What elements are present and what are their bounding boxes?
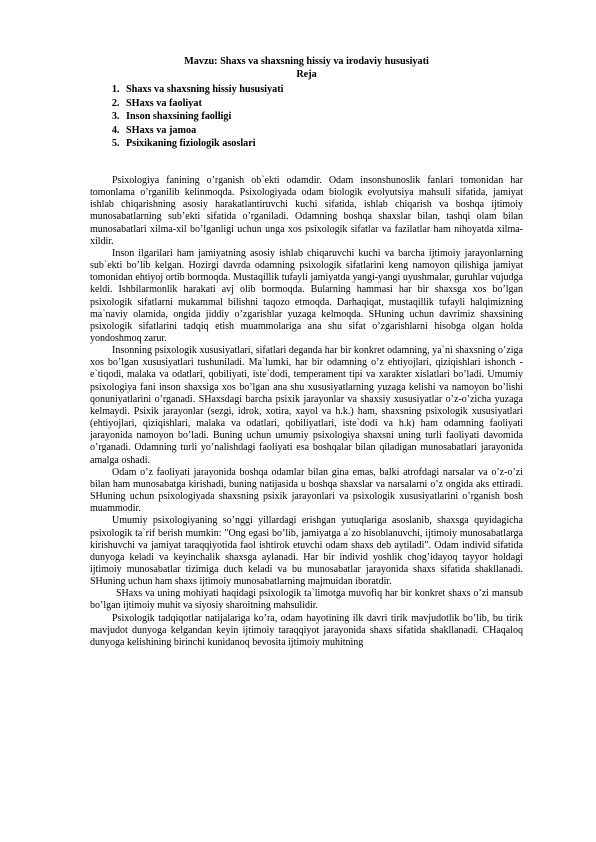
paragraph: Umumiy psixologiyaning so’nggi yillardagi erishgan yutuqlariga asoslanib, shaxsga quyidagicha psixologik ta`rif berish mumkin: "Ong egasi bo’lib, jamiyatga a`zo hisoblanuvchi, ijtimoiy munosabatlarga kirishuvchi va jamiyat taraqqiyotida faol ishtirok etuvchi odam shaxs deb aytiladi". Odam individ sifatida dunyoga keladi va keyinchalik shaxsga aylanadi. Har bir individ yoshlik chog’idayoq tayyor holdagi ijtimoiy munosabatlar tizimiga duch keladi va bu munosabatlar jarayonida shaxs sifatida shakllanadi. SHuning uchun ham shaxs ijtimoiy munosabatlarning majmuidan iboratdir. [90,515,523,588]
paragraph: Insonning psixologik xususiyatlari, sifatlari deganda har bir konkret odamning, ya`ni shaxsning o’ziga xos bo’lgan xususiyatlari tushuniladi. Ma`lumki, har bir odamning o’z ehtiyojlari, qiziqishlari ishonch - e`tiqodi, malaka va odatlari, qobiliyati, iste`dodi, temperament tipi va xarakter xislatlari bo’ladi. Umumiy psixologiya fani inson shaxsiga xos bo’lgan ana shu xususiyatlarning yuzaga kelishi va namoyon bo’lishi qonuniyatlarini o’rganadi. SHaxsdagi barcha psixik jarayonlar va shaxsiy xususiyatlar o’z-o’zicha yuzaga kelmaydi. Psixik jarayonlar (sezgi, idrok, xotira, xayol va h.k.) ham, shaxsning psixologik xususiyatlari (ehtiyojlari, qiziqishlari, malaka va odatlari, qobiliyatlari, iste`dodi va h.k) ham odamning faoliyati jarayonida namoyon bo’ladi. Buning uchun umumiy psixologiya shaxsni uning turli faoliyati davomida o’rganadi. Odamning turli yo’nalishdagi faoliyati esa boshqalar bilan qiladigan munosabatlari jarayonida amalga oshadi. [90,345,523,466]
document-body [90,175,523,649]
document-title: Mavzu: Shaxs va shaxsning hissiy va irodaviy hususiyati [184,56,429,67]
paragraph: Odam o’z faoliyati jarayonida boshqa odamlar bilan gina emas, balki atrofdagi narsalar va o’z-o’zi bilan ham munosabatga kirishadi, buning natijasida u boshqa shaxslar va narsalarni o’z ongida aks ettiradi. SHuning uchun psixologiyada shaxsning psixik jarayonlari va psixologik xususiyatlarini o’rganish bosh muammodir. [90,466,523,515]
plan-item: 2. SHaxs va faoliyat [122,97,523,111]
plan-item: 3. Inson shaxsining faolligi [122,110,523,124]
plan-item: 1. Shaxs va shaxsning hissiy hususiyati [122,83,523,97]
paragraph: Psixologiya fanining o’rganish ob`ekti odamdir. Odam insonshunoslik fanlari tomonidan har tomonlama o’rganilib kelinmoqda. Psixologiyada odam biologik evolyutsiya mahsuli sifatida, jamiyat ishlab chiqarishning asosiy harakatlantiruvchi kuchi sifatida, ishlab chiqarish va boshqa ijtimoiy munosabatlarning sub’ekti sifatida o’rganiladi. Odamning boshqa shaxslar bilan, tashqi olam bilan munosabatlari xilma-xil bo’lganligi uchun unga xos psixologik sifatlar va fazilatlar ham nihoyatda xilma-xildir. [90,174,523,247]
plan-list [90,83,523,151]
paragraph: SHaxs va uning mohiyati haqidagi psixologik ta`limotga muvofiq har bir konkret shaxs o’zi mansub bo’lgan ijtimoiy muhit va siyosiy sharoitning mahsulidir. [90,588,523,612]
plan-item: 5. Psixikaning fiziologik asoslari [122,137,523,151]
paragraph: Psixologik tadqiqotlar natijalariga ko’ra, odam hayotining ilk davri tirik mavjudotlik bo’lib, bu tirik mavjudot dunyoga kelgandan keyin ijtimoiy taraqqiyot jarayonida shaxs sifatida shakllanadi. CHaqaloq dunyoga kelishining birinchi kunidanoq bevosita ijtimoiy muhitning [90,612,523,648]
plan-item: 4. SHaxs va jamoa [122,124,523,138]
plan-heading: Reja [296,68,317,80]
paragraph: Inson ilgarilari ham jamiyatning asosiy ishlab chiqaruvchi kuchi va barcha ijtimoiy jarayonlarning sub`ekti bo’lib kelgan. Hozirgi davrda odamning psixologik sifatlarini keng namoyon qilishiga jamiyat tomonidan ehtiyoj ortib bormoqda. Mustaqillik tufayli jamiyatda yangi-yangi uyushmalar, guruhlar vujudga keldi. Ishbilarmonlik harakati avj olib bormoqda. Bularning hammasi har bir shaxsga xos bo’lgan psixologik sifatlarni mukammal bilishni taqozo etmoqda. Darhaqiqat, mustaqillik tufayli halqimizning ma`naviy olamida, ongida jiddiy o’zgarishlar yuzaga kelmoqda. SHuning uchun davrimiz shaxsining psixologik sifatlarini tadqiq etish muammolariga ana shu sifat o’zgarishlarni hisobga olgan holda yondoshmoq zarur. [90,247,523,344]
